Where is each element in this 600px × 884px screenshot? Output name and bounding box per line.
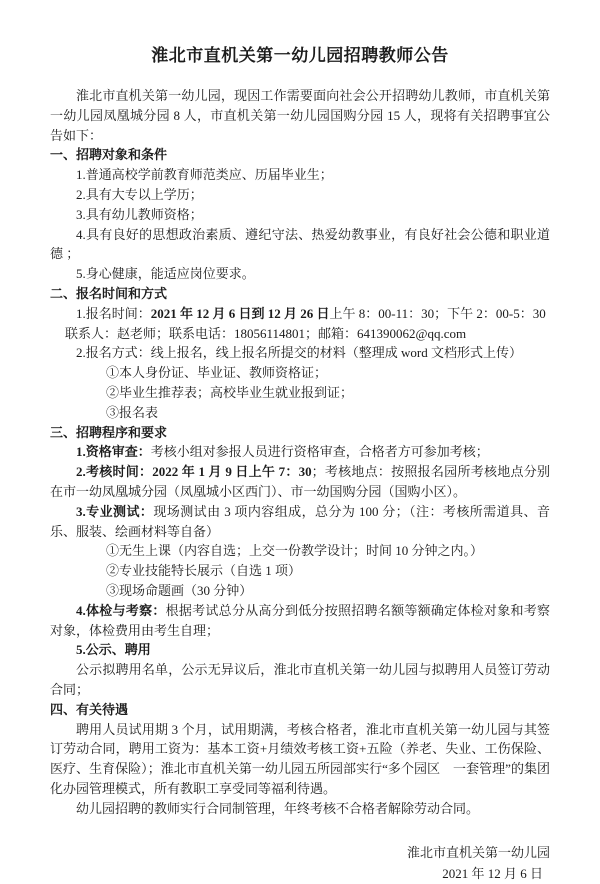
text-run: 2.报名方式：线上报名，线上报名所提交的材料（整理成 word 文档形式上传） <box>76 345 522 361</box>
list-item <box>50 502 550 542</box>
section-heading <box>50 284 550 304</box>
list-item <box>50 165 550 185</box>
sub-list-item <box>50 383 550 403</box>
list-item <box>50 225 550 265</box>
text-run: 1.普通高校学前教育师范类应、历届毕业生； <box>76 167 333 183</box>
text-run: 聘用人员试用期 3 个月，试用期满，考核合格者，淮北市直机关第一幼儿园与其签订劳动合同，聘用工资为：基本工资+月绩效考核工资+五险（养老、失业、工伤保险、医疗、生育保险）；淮北市直机关第一幼儿园五所园部实行“多个园区 一套管理”的集团化办园管理模式，所有教职工享受同等福利待遇。 <box>50 721 550 796</box>
sub-list-item <box>50 581 550 601</box>
text-run: 5.身心健康，能适应岗位要求。 <box>76 266 255 282</box>
text-run: ②专业技能特长展示（自选 1 项） <box>106 563 302 579</box>
text-run: ①本人身份证、毕业证、教师资格证； <box>106 365 328 381</box>
text-run: 现场测试由 3 项内容组成，总分为 100 分；（注：考核所需道具、音乐、服装、绘画材料等自备） <box>50 503 550 539</box>
list-item <box>50 640 550 660</box>
sub-list-item <box>50 363 550 383</box>
text-run: 2.具有大专以上学历； <box>76 186 203 202</box>
text-run-bold: 4.体检与考察： <box>76 602 166 618</box>
text-run: 二、报名时间和方式 <box>50 285 168 301</box>
text-run: 上午 8：00-11：30；下午 2：00-5：30 <box>329 305 546 321</box>
section-heading <box>50 700 550 720</box>
text-run-bold: 5.公示、聘用 <box>76 642 151 658</box>
text-run: ③报名表 <box>106 404 159 420</box>
list-item <box>50 185 550 205</box>
list-item <box>50 264 550 284</box>
text-run: 三、招聘程序和要求 <box>50 424 168 440</box>
text-run: ；考核地点：按照报名园所考核地点分别在市一幼凤凰城分园（凤凰城小区西门）、市一幼国购分园（国购小区）。 <box>50 464 550 499</box>
text-run: ②毕业生推荐表；高校毕业生就业报到证； <box>106 384 354 400</box>
text-run: 四、有关待遇 <box>50 701 129 717</box>
section-heading <box>50 423 550 443</box>
text-run: ①无生上课（内容自选；上交一份教学设计；时间 10 分钟之内。） <box>106 543 484 559</box>
signature-block <box>50 842 550 884</box>
list-item <box>50 442 550 462</box>
list-item <box>50 601 550 641</box>
text-run-bold: 3.专业测试： <box>76 503 154 519</box>
text-run: 联系人：赵老师；联系电话：18056114801；邮箱：641390062@qq.com <box>65 325 467 341</box>
text-run: 1.报名时间： <box>76 305 151 321</box>
contact-line <box>50 324 550 344</box>
paragraph <box>50 86 550 145</box>
paragraph <box>50 720 550 799</box>
sub-list-item <box>50 561 550 581</box>
signature-date: 2021 年 12 月 6 日 <box>442 866 543 882</box>
text-run: 4.具有良好的思想政治素质、遵纪守法、热爱幼教事业，有良好社会公德和职业道德 ； <box>50 226 550 262</box>
text-run: 根据考试总分从高分到低分按照招聘名额等额确定体检对象和考察对象，体检费用由考生自理； <box>50 602 550 638</box>
text-run: 考核小组对参报人员进行资格审查，合格者方可参加考核； <box>150 444 489 460</box>
text-run: 3.具有幼儿教师资格； <box>76 206 203 222</box>
text-run-bold: 2.考核时间：2022 年 1 月 9 日上午 7：30 <box>76 464 312 480</box>
paragraph <box>50 799 550 819</box>
signature-org: 淮北市直机关第一幼儿园 <box>406 845 550 861</box>
text-run-bold: 1.资格审查： <box>76 444 151 460</box>
list-item <box>50 462 550 502</box>
text-run: 淮北市直机关第一幼儿园，现因工作需要面向社会公开招聘幼儿教师，市直机关第一幼儿园凤凰城分园 8 人，市直机关第一幼儿园国购分园 15 人，现将有关招聘事宜公告如下： <box>50 88 550 143</box>
list-item <box>50 205 550 225</box>
sub-list-item <box>50 541 550 561</box>
text-run-bold: 2021 年 12 月 6 日到 12 月 26 日 <box>150 305 330 321</box>
text-run: 幼儿园招聘的教师实行合同制管理，年终考核不合格者解除劳动合同。 <box>76 800 480 816</box>
paragraph <box>50 660 550 700</box>
text-run: 公示拟聘用名单，公示无异议后，淮北市直机关第一幼儿园与拟聘用人员签订劳动合同； <box>50 662 550 697</box>
text-run: ③现场命题画（30 分钟） <box>106 582 253 598</box>
document-body <box>50 86 550 818</box>
text-run: 一、招聘对象和条件 <box>50 147 168 163</box>
sub-list-item <box>50 403 550 423</box>
list-item <box>50 304 550 324</box>
section-heading <box>50 145 550 165</box>
page-title: 淮北市直机关第一幼儿园招聘教师公告 <box>151 46 449 65</box>
list-item <box>50 343 550 363</box>
